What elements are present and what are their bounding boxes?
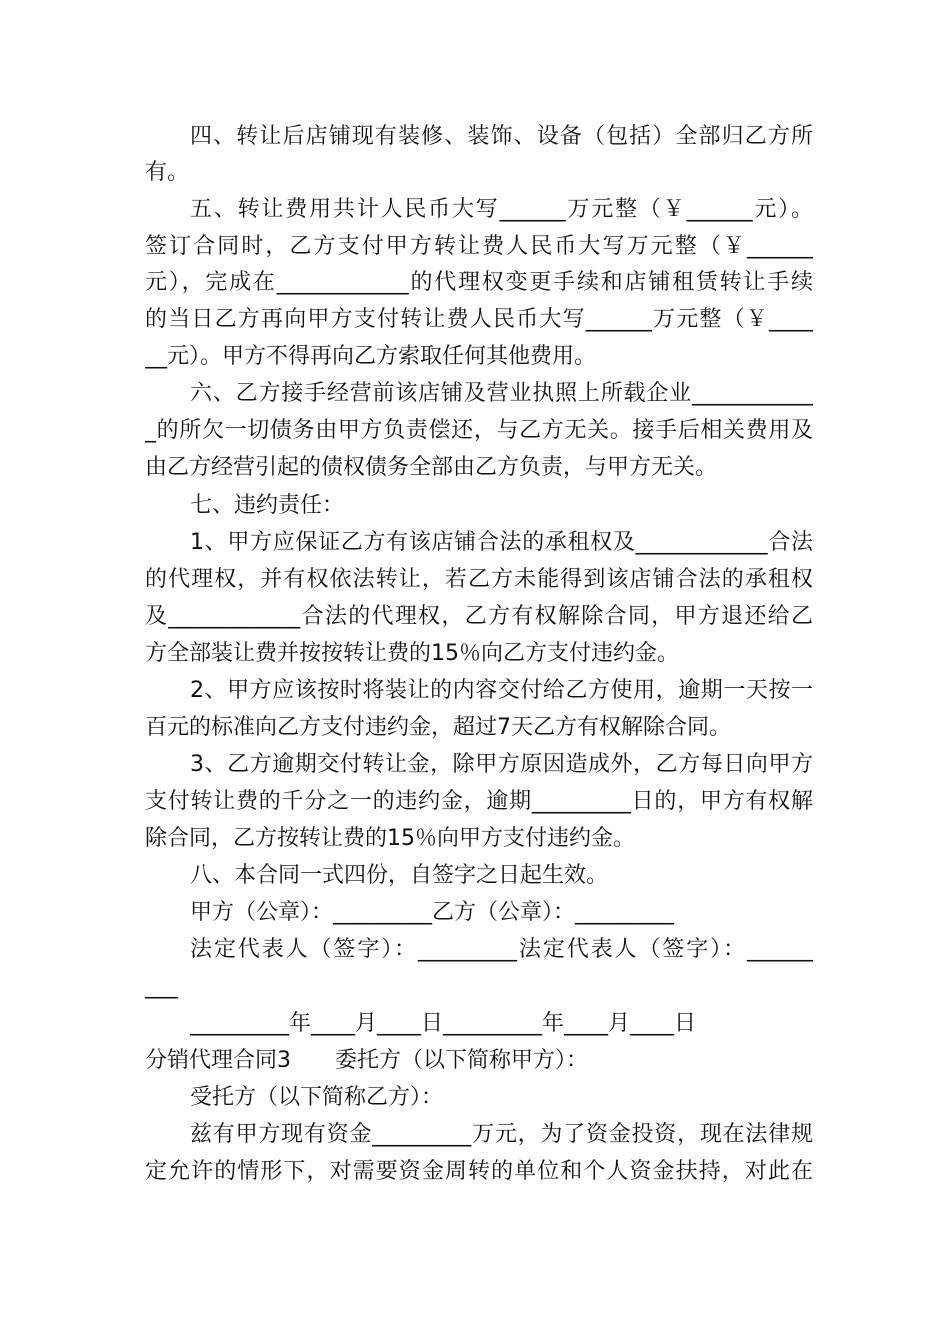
clause-7-1-line-4: 方全部装让费并按按转让费的15％向乙方支付违约金。 [145,641,679,666]
contract-3-heading: 分销代理合同3 委托方（以下简称甲方）： [145,1048,588,1073]
clause-7-1-line-1: 1、甲方应保证乙方有该店铺合法的承租权及____________合法 [190,530,813,555]
clause-6-line-1: 六、乙方接手经营前该店铺及营业执照上所载企业___________ [190,381,813,406]
signature-line-continued: ___ [145,974,178,999]
clause-7-1-line-2: 的代理权，并有权依法转让，若乙方未能得到该店铺合法的承租权 [145,567,813,592]
clause-4-line-2: 有。 [145,160,190,185]
clause-4-line-1: 四、转让后店铺现有装修、装饰、设备（包括）全部归乙方所 [190,124,813,149]
clause-5-line-3: 元），完成在____________的代理权变更手续和店铺租赁转让手续 [145,270,813,295]
clause-7-3-line-1: 3、乙方逾期交付转让金，除甲方原因造成外，乙方每日向甲方 [190,752,813,777]
clause-5-line-1: 五、转让费用共计人民币大写______万元整（￥______元）。 [190,197,813,222]
seal-line: 甲方（公章）：_________乙方（公章）：_________ [190,900,675,925]
clause-5-line-2: 签订合同时，乙方支付甲方转让费人民币大写万元整（￥______ [145,234,813,259]
funds-line-2: 定允许的情形下，对需要资金周转的单位和个人资金扶持，对此在 [145,1159,813,1184]
clause-7-heading: 七、违约责任： [190,493,345,518]
signature-line: 法定代表人（签字）：_________法定代表人（签字）：______ [190,937,813,962]
funds-line-1: 兹有甲方现有资金_________万元，为了资金投资，现在法律规 [190,1122,813,1147]
clause-6-line-2: _的所欠一切债务由甲方负责偿还，与乙方无关。接手后相关费用及 [145,418,813,443]
entrusted-party-line: 受托方（以下简称乙方）： [190,1085,444,1110]
clause-7-3-line-3: 除合同，乙方按转让费的15％向甲方支付违约金。 [145,826,635,851]
date-line: _________年____月____日_________年____月____日 [190,1011,697,1036]
clause-5-line-5: __元）。甲方不得再向乙方索取任何其他费用。 [145,344,597,369]
clause-7-2-line-2: 百元的标准向乙方支付违约金，超过7天乙方有权解除合同。 [145,715,731,740]
clause-8-line: 八、本合同一式四份，自签字之日起生效。 [190,863,609,888]
clause-7-1-line-3: 及____________合法的代理权，乙方有权解除合同，甲方退还给乙 [145,604,813,629]
clause-7-3-line-2: 支付转让费的千分之一的违约金，逾期_________日的，甲方有权解 [145,789,813,814]
clause-6-line-3: 由乙方经营引起的债权债务全部由乙方负责，与甲方无关。 [145,455,718,480]
clause-5-line-4: 的当日乙方再向甲方支付转让费人民币大写______万元整（￥____ [145,307,813,332]
clause-7-2-line-1: 2、甲方应该按时将装让的内容交付给乙方使用，逾期一天按一 [190,678,813,703]
